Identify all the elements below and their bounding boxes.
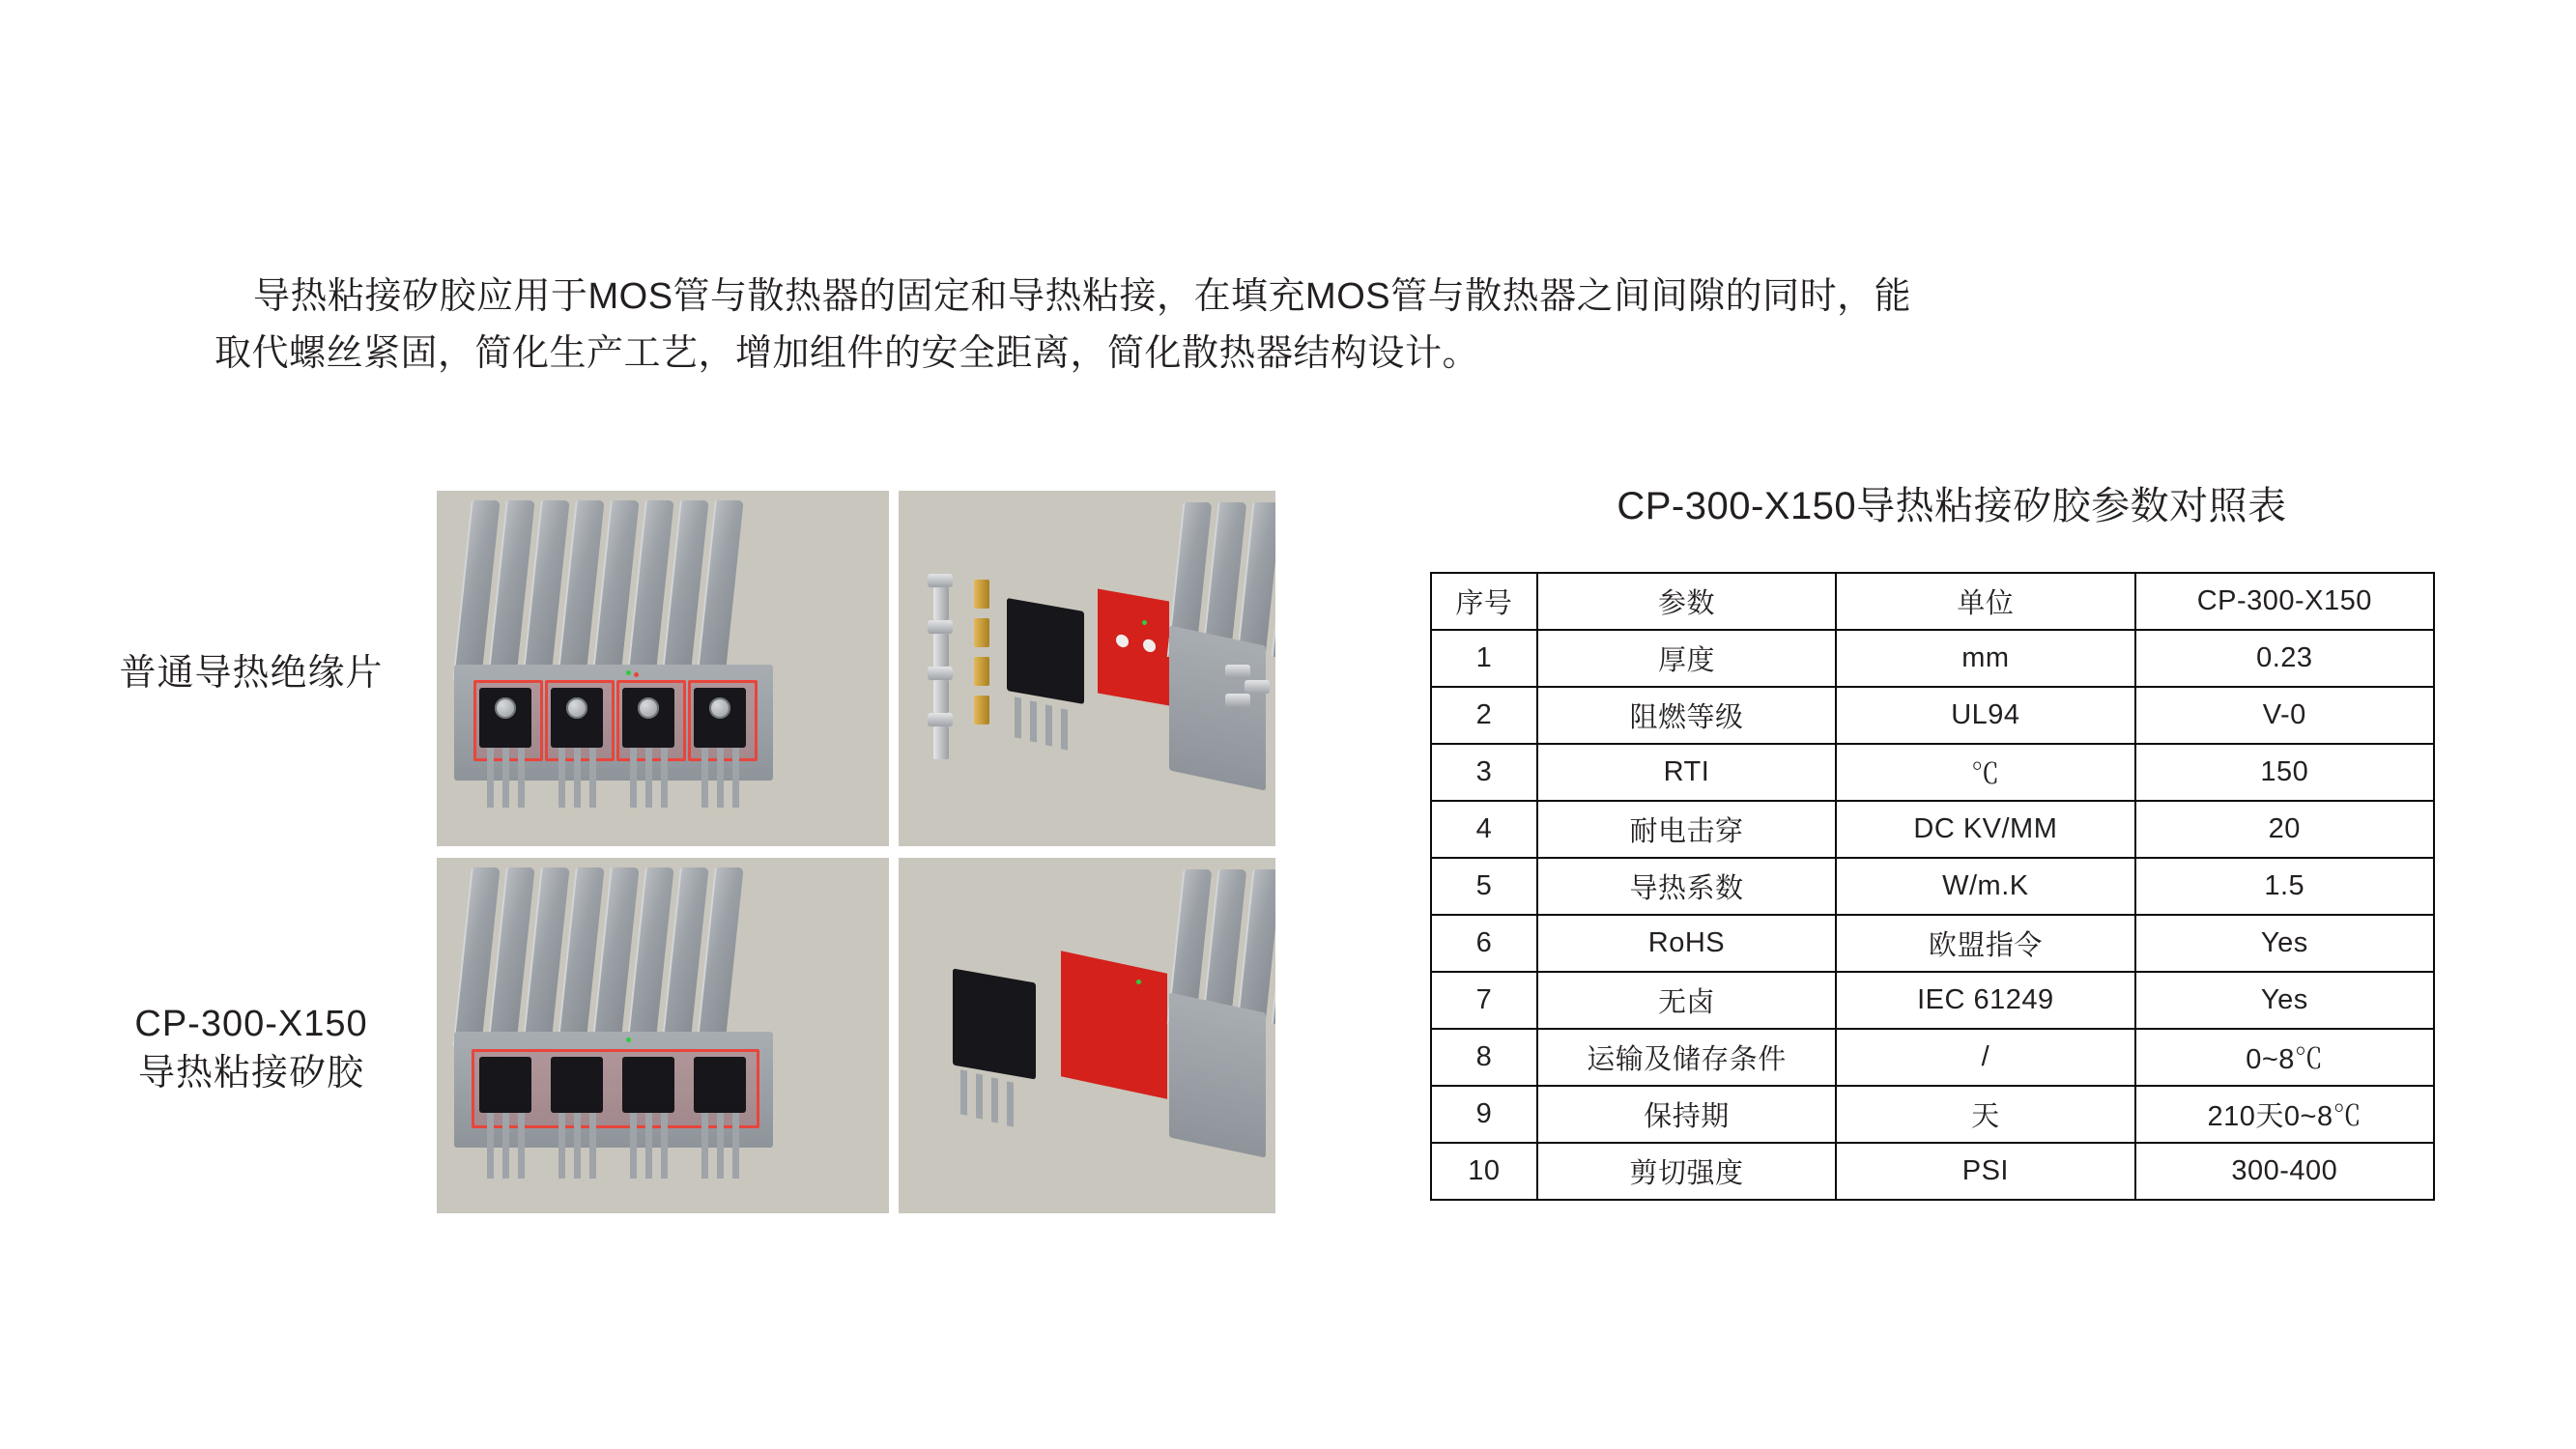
cell-param: RoHS [1537,915,1836,972]
cell-index: 1 [1431,630,1537,687]
cell-value: Yes [2135,915,2434,972]
cell-param: 运输及储存条件 [1537,1029,1836,1086]
cell-unit: IEC 61249 [1836,972,2134,1029]
intro-line-1: 导热粘接矽胶应用于MOS管与散热器的固定和导热粘接，在填充MOS管与散热器之间间隙的同时，能 [253,276,1912,317]
table-row [1431,1086,2434,1143]
intro-paragraph [184,269,2396,383]
cell-param: 厚度 [1537,630,1836,687]
cell-unit: DC KV/MM [1836,801,2134,858]
table-row [1431,687,2434,744]
cell-index: 2 [1431,687,1537,744]
th-unit: 单位 [1836,573,2134,630]
axis-marker-green [626,670,631,675]
cell-index: 9 [1431,1086,1537,1143]
cell-index: 8 [1431,1029,1537,1086]
cell-index: 6 [1431,915,1537,972]
cell-unit: / [1836,1029,2134,1086]
cell-unit: 欧盟指令 [1836,915,2134,972]
image-common-insulator-exploded [899,491,1275,846]
table-row [1431,915,2434,972]
cell-value: 0~8℃ [2135,1029,2434,1086]
cell-value: 1.5 [2135,858,2434,915]
th-index: 序号 [1431,573,1537,630]
label-product-line2: 导热粘接矽胶 [137,1053,364,1094]
cell-value: 0.23 [2135,630,2434,687]
cell-param: 耐电击穿 [1537,801,1836,858]
table-row [1431,801,2434,858]
label-product-adhesive [58,1000,444,1099]
cell-unit: ℃ [1836,744,2134,801]
th-value: CP-300-X150 [2135,573,2434,630]
insulator-pad [1098,588,1169,705]
cell-unit: mm [1836,630,2134,687]
cell-value: 150 [2135,744,2434,801]
spec-table [1430,572,2435,1201]
table-row [1431,630,2434,687]
table-row [1431,972,2434,1029]
cell-param: 导热系数 [1537,858,1836,915]
table-title: CP-300-X150导热粘接矽胶参数对照表 [1617,485,2287,527]
axis-marker-red [634,672,639,677]
cell-value: 300-400 [2135,1143,2434,1200]
cell-index: 3 [1431,744,1537,801]
intro-line-2: 取代螺丝紧固，简化生产工艺，增加组件的安全距离，简化散热器结构设计。 [215,332,1480,374]
cell-unit: PSI [1836,1143,2134,1200]
table-row [1431,1143,2434,1200]
cell-unit: 天 [1836,1086,2134,1143]
adhesive-pad [1061,951,1167,1098]
axis-marker-green [1136,980,1141,984]
cell-value: 20 [2135,801,2434,858]
cell-unit: W/m.K [1836,858,2134,915]
cell-index: 7 [1431,972,1537,1029]
table-row [1431,744,2434,801]
cell-param: 剪切强度 [1537,1143,1836,1200]
image-adhesive-exploded [899,858,1275,1213]
table-header-row [1431,573,2434,630]
cell-param: 阻燃等级 [1537,687,1836,744]
cell-value: V-0 [2135,687,2434,744]
th-param: 参数 [1537,573,1836,630]
axis-marker-green [626,1037,631,1042]
cell-param: RTI [1537,744,1836,801]
image-common-insulator-assembly [437,491,889,846]
cell-value: 210天0~8℃ [2135,1086,2434,1143]
cell-index: 5 [1431,858,1537,915]
cell-unit: UL94 [1836,687,2134,744]
table-row [1431,858,2434,915]
cell-index: 4 [1431,801,1537,858]
cell-index: 10 [1431,1143,1537,1200]
cell-param: 无卤 [1537,972,1836,1029]
table-row [1431,1029,2434,1086]
image-adhesive-assembly [437,858,889,1213]
label-product-line1: CP-300-X150 [134,1004,368,1044]
axis-marker-green [1142,620,1147,625]
label-common-insulator: 普通导热绝缘片 [119,653,384,694]
cell-value: Yes [2135,972,2434,1029]
cell-param: 保持期 [1537,1086,1836,1143]
